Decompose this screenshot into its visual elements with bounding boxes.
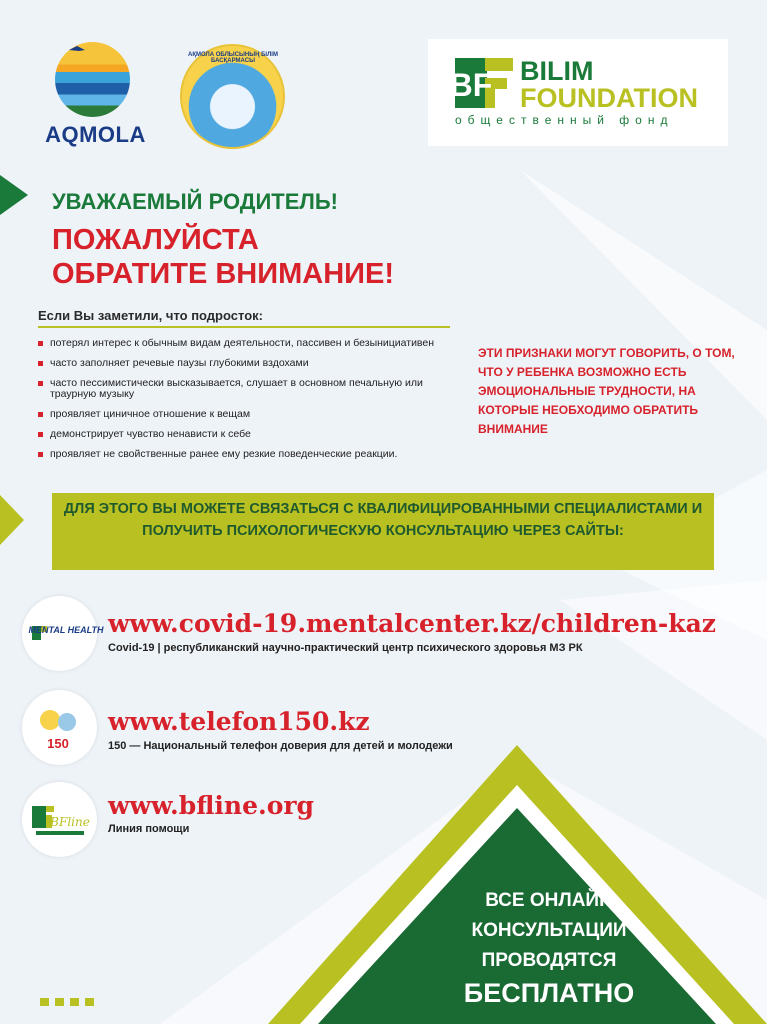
education-department-seal-text: АҚМОЛА ОБЛЫСЫНЫҢ БІЛІМ БАСҚАРМАСЫ <box>188 52 278 64</box>
decorative-dots <box>40 993 110 1001</box>
free-line-4: БЕСПЛАТНО <box>463 978 635 1008</box>
resource-link-bfline[interactable]: www.bfline.org <box>108 791 315 820</box>
list-item: проявляет не свойственные ранее ему резкие поведенческие реакции. <box>38 449 458 460</box>
bfline-logo-text: BFline <box>50 815 90 829</box>
bf-letters: BF <box>449 67 493 103</box>
list-item: проявляет циничное отношение к вещам <box>38 409 458 420</box>
resource-desc-telefon150: 150 — Национальный телефон доверия для детей и молодежи <box>108 740 453 752</box>
mental-health-logo-text: MENTAL HEALTH <box>28 625 104 635</box>
bf-subtitle: общественный фонд <box>455 113 674 127</box>
resource-desc-mentalcenter: Covid-19 | республиканский научно-практический центр психического здоровья МЗ РК <box>108 642 583 654</box>
warning-text: ЭТИ ПРИЗНАКИ МОГУТ ГОВОРИТЬ, О ТОМ, ЧТО У РЕБЕНКА ВОЗМОЖНО ЕСТЬ ЭМОЦИОНАЛЬНЫЕ ТРУДНОСТИ, НА КОТОРЫЕ НЕОБХОДИМО ОБРАТИТЬ ВНИМАНИЕ <box>478 346 735 436</box>
bf-title-bilim: BILIM <box>520 56 594 86</box>
list-item: часто пессимистически высказывается, слушает в основном печальную или траурную музыку <box>38 378 458 400</box>
attention-heading: ОБРАТИТЕ ВНИМАНИЕ! <box>52 258 394 290</box>
mental-health-logo-icon <box>22 596 104 671</box>
free-consultation-text <box>430 886 668 1010</box>
resource-desc-bfline: Линия помощи <box>108 823 190 835</box>
greeting-heading: УВАЖАЕМЫЙ РОДИТЕЛЬ! <box>52 189 338 214</box>
contact-banner-text: ДЛЯ ЭТОГО ВЫ МОЖЕТЕ СВЯЗАТЬСЯ С КВАЛИФИЦИРОВАННЫМИ СПЕЦИАЛИСТАМИ И ПОЛУЧИТЬ ПСИХОЛОГИЧЕСКУЮ КОНСУЛЬТАЦИЮ ЧЕРЕЗ САЙТЫ: <box>63 501 703 539</box>
free-line-3: ПРОВОДЯТСЯ <box>481 950 617 971</box>
aqmola-logo-icon <box>55 42 130 117</box>
free-line-2: КОНСУЛЬТАЦИИ <box>471 920 627 941</box>
list-item: демонстрирует чувство ненависти к себе <box>38 429 458 440</box>
helpline-150-logo-text: 150 <box>47 736 69 751</box>
bf-logo-mark-icon <box>449 58 515 108</box>
helpline-150-logo-icon <box>22 690 97 765</box>
bf-title-foundation: FOUNDATION <box>520 83 698 113</box>
signs-title: Если Вы заметили, что подросток: <box>38 308 263 323</box>
list-item: часто заполняет речевые паузы глубокими вздохами <box>38 358 458 369</box>
aqmola-wordmark: AQMOLA <box>45 122 146 147</box>
free-line-1: ВСЕ ОНЛАЙН <box>485 890 613 911</box>
signs-list <box>38 338 458 469</box>
resource-link-telefon150[interactable]: www.telefon150.kz <box>108 707 370 736</box>
resource-link-mentalcenter[interactable]: www.covid-19.mentalcenter.kz/children-kaz <box>108 609 717 638</box>
bfline-logo-icon <box>22 782 97 857</box>
list-item: потерял интерес к обычным видам деятельности, пассивен и безынициативен <box>38 338 458 349</box>
signs-title-underline <box>38 326 450 328</box>
please-heading: ПОЖАЛУЙСТА <box>52 224 259 256</box>
